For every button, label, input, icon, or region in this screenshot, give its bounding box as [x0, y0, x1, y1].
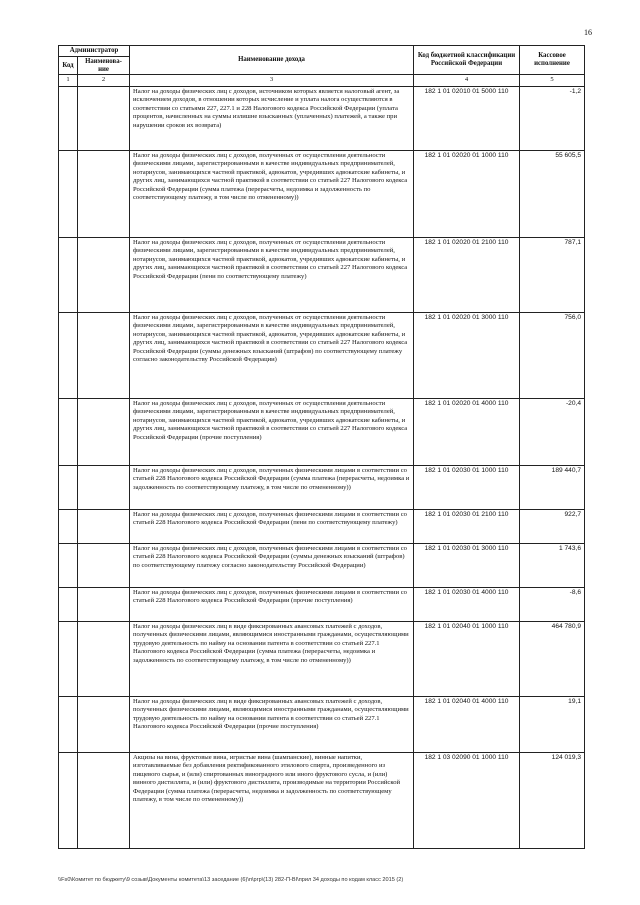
row-income-name: Налог на доходы физических лиц с доходов, полученных физическими лицами в соответствии со статьей 228 Налогового кодекса Российской Федерации (прочие поступления) — [130, 587, 414, 621]
row-budget-code: 182 1 01 02010 01 5000 110 — [414, 86, 520, 150]
row-admin-name — [78, 509, 130, 543]
row-admin-name — [78, 237, 130, 312]
row-admin-code — [59, 465, 78, 509]
row-admin-name — [78, 543, 130, 587]
row-admin-code — [59, 398, 78, 465]
row-budget-code: 182 1 01 02030 01 2100 110 — [414, 509, 520, 543]
table-row — [59, 237, 585, 312]
row-income-name: Налог на доходы физических лиц с доходов, источником которых является налоговый агент, за исключением доходов, в отношении которых исчисление и уплата налога осуществляются в соответствии со статьями 227, 227.1 и 228 Налогового кодекса Российской Федерации (уплата процентов, начисленных на суммы излишне взысканных (уплаченных) платежей, а также при нарушении сроков их возврата) — [130, 86, 414, 150]
column-number: 5 — [520, 75, 585, 86]
row-amount: -8,6 — [520, 587, 585, 621]
header-administrator: Администратор — [59, 46, 130, 57]
row-amount: 124 019,3 — [520, 752, 585, 848]
row-budget-code: 182 1 01 02030 01 3000 110 — [414, 543, 520, 587]
row-income-name: Налог на доходы физических лиц с доходов, полученных от осуществления деятельности физическими лицами, зарегистрированными в качестве индивидуальных предпринимателей, нотариусов, занимающихся частной практикой, адвокатов, учредивших адвокатские кабинеты, и других лиц, занимающихся частной практикой в соответствии со статьей 227 Налогового кодекса Российской Федерации (прочие поступления) — [130, 398, 414, 465]
header-budget-code: Код бюджетной классификации Российской Федерации — [414, 46, 520, 75]
column-number: 1 — [59, 75, 78, 86]
row-admin-code — [59, 696, 78, 752]
column-number-row — [59, 75, 585, 86]
row-income-name: Налог на доходы физических лиц с доходов, полученных физическими лицами в соответствии со статьей 228 Налогового кодекса Российской Федерации (суммы денежных взысканий (штрафов) по соответствующему платежу согласно законодательству Российской Федерации) — [130, 543, 414, 587]
row-amount: 787,1 — [520, 237, 585, 312]
row-amount: 189 440,7 — [520, 465, 585, 509]
row-budget-code: 182 1 01 02040 01 1000 110 — [414, 621, 520, 696]
column-number: 3 — [130, 75, 414, 86]
row-admin-name — [78, 312, 130, 398]
row-amount: 55 605,5 — [520, 150, 585, 237]
row-income-name: Налог на доходы физических лиц в виде фиксированных авансовых платежей с доходов, полученных физическими лицами, являющимися иностранными гражданами, осуществляющими трудовую деятельность по найму на основании патента в соответствии со статьей 227.1 Налогового кодекса Российской Федерации (сумма платежа (перерасчеты, недоимка и задолженность по соответствующему платежу, в том числе по отмененному)) — [130, 621, 414, 696]
row-admin-code — [59, 237, 78, 312]
row-admin-name — [78, 621, 130, 696]
row-admin-name — [78, 752, 130, 848]
column-number: 2 — [78, 75, 130, 86]
file-path-footer: \\Fs0\Комитет по бюджету\9 созыв\Документы комитета\13 заседание (6)\п\ргр\(13) 282-П-ВI\прил 34 доходы по кодам класс 2015 (2) — [58, 877, 404, 883]
row-admin-name — [78, 587, 130, 621]
row-budget-code: 182 1 01 02020 01 3000 110 — [414, 312, 520, 398]
row-income-name: Акцизы на вина, фруктовые вина, игристые вина (шампанские), винные напитки, изготавливаемые без добавления ректификованного этилового спирта, произведенного из пищевого сырья, и (или) спиртованных виноградного или иного фруктового сусла, и (или) винного дистиллята, и (или) фруктового дистиллята, производимые на территории Российской Федерации (сумма платежа (перерасчеты, недоимка и задолженность по соответствующему платежу, в том числе по отмененному)) — [130, 752, 414, 848]
row-budget-code: 182 1 01 02020 01 2100 110 — [414, 237, 520, 312]
table-row — [59, 398, 585, 465]
row-amount: -20,4 — [520, 398, 585, 465]
row-budget-code: 182 1 03 02090 01 1000 110 — [414, 752, 520, 848]
row-budget-code: 182 1 01 02020 01 4000 110 — [414, 398, 520, 465]
row-income-name: Налог на доходы физических лиц с доходов, полученных физическими лицами в соответствии со статьей 228 Налогового кодекса Российской Федерации (сумма платежа (перерасчеты, недоимка и задолженность по соответствующему платежу, в том числе по отмененному)) — [130, 465, 414, 509]
row-admin-name — [78, 398, 130, 465]
header-row-top — [59, 46, 585, 57]
table-row — [59, 86, 585, 150]
page-number: 16 — [584, 28, 592, 37]
row-budget-code: 182 1 01 02040 01 4000 110 — [414, 696, 520, 752]
row-admin-code — [59, 587, 78, 621]
row-admin-code — [59, 150, 78, 237]
row-amount: 922,7 — [520, 509, 585, 543]
row-budget-code: 182 1 01 02030 01 4000 110 — [414, 587, 520, 621]
row-admin-code — [59, 621, 78, 696]
row-admin-code — [59, 312, 78, 398]
row-budget-code: 182 1 01 02030 01 1000 110 — [414, 465, 520, 509]
row-admin-name — [78, 150, 130, 237]
table-row — [59, 509, 585, 543]
row-amount: -1,2 — [520, 86, 585, 150]
row-admin-name — [78, 465, 130, 509]
row-admin-code — [59, 752, 78, 848]
table-row — [59, 696, 585, 752]
row-admin-code — [59, 509, 78, 543]
column-number: 4 — [414, 75, 520, 86]
table-row — [59, 587, 585, 621]
row-amount: 464 780,9 — [520, 621, 585, 696]
header-income-name: Наименование дохода — [130, 46, 414, 75]
header-code: Код — [59, 56, 78, 75]
row-admin-code — [59, 543, 78, 587]
row-income-name: Налог на доходы физических лиц в виде фиксированных авансовых платежей с доходов, полученных физическими лицами, являющимися иностранными гражданами, осуществляющими трудовую деятельность по найму на основании патента в соответствии со статьей 227.1 Налогового кодекса Российской Федерации (прочие поступления) — [130, 696, 414, 752]
header-admin-name: Наименова-ние — [78, 56, 130, 75]
income-report-table — [58, 45, 585, 849]
table-row — [59, 465, 585, 509]
row-admin-name — [78, 86, 130, 150]
table-row — [59, 312, 585, 398]
header-cash-execution: Кассовое исполнение — [520, 46, 585, 75]
table-row — [59, 543, 585, 587]
row-amount: 756,0 — [520, 312, 585, 398]
row-income-name: Налог на доходы физических лиц с доходов, полученных от осуществления деятельности физическими лицами, зарегистрированными в качестве индивидуальных предпринимателей, нотариусов, занимающихся частной практикой, адвокатов, учредивших адвокатские кабинеты, и других лиц, занимающихся частной практикой в соответствии со статьей 227 Налогового кодекса Российской Федерации (сумма платежа (перерасчеты, недоимка и задолженность по соответствующему платежу, в том числе по отмененному)) — [130, 150, 414, 237]
row-budget-code: 182 1 01 02020 01 1000 110 — [414, 150, 520, 237]
row-income-name: Налог на доходы физических лиц с доходов, полученных от осуществления деятельности физическими лицами, зарегистрированными в качестве индивидуальных предпринимателей, нотариусов, занимающихся частной практикой, адвокатов, учредивших адвокатские кабинеты, и других лиц, занимающихся частной практикой в соответствии со статьей 227 Налогового кодекса Российской Федерации (пени по соответствующему платежу) — [130, 237, 414, 312]
table-row — [59, 752, 585, 848]
table-row — [59, 621, 585, 696]
row-income-name: Налог на доходы физических лиц с доходов, полученных от осуществления деятельности физическими лицами, зарегистрированными в качестве индивидуальных предпринимателей, нотариусов, занимающихся частной практикой, адвокатов, учредивших адвокатские кабинеты, и других лиц, занимающихся частной практикой в соответствии со статьей 227 Налогового кодекса Российской Федерации (суммы денежных взысканий (штрафов) по соответствующему платежу согласно законодательству Российской Федерации) — [130, 312, 414, 398]
row-admin-code — [59, 86, 78, 150]
row-income-name: Налог на доходы физических лиц с доходов, полученных физическими лицами в соответствии со статьей 228 Налогового кодекса Российской Федерации (пени по соответствующему платежу) — [130, 509, 414, 543]
table-row — [59, 150, 585, 237]
row-amount: 19,1 — [520, 696, 585, 752]
row-amount: 1 743,6 — [520, 543, 585, 587]
row-admin-name — [78, 696, 130, 752]
